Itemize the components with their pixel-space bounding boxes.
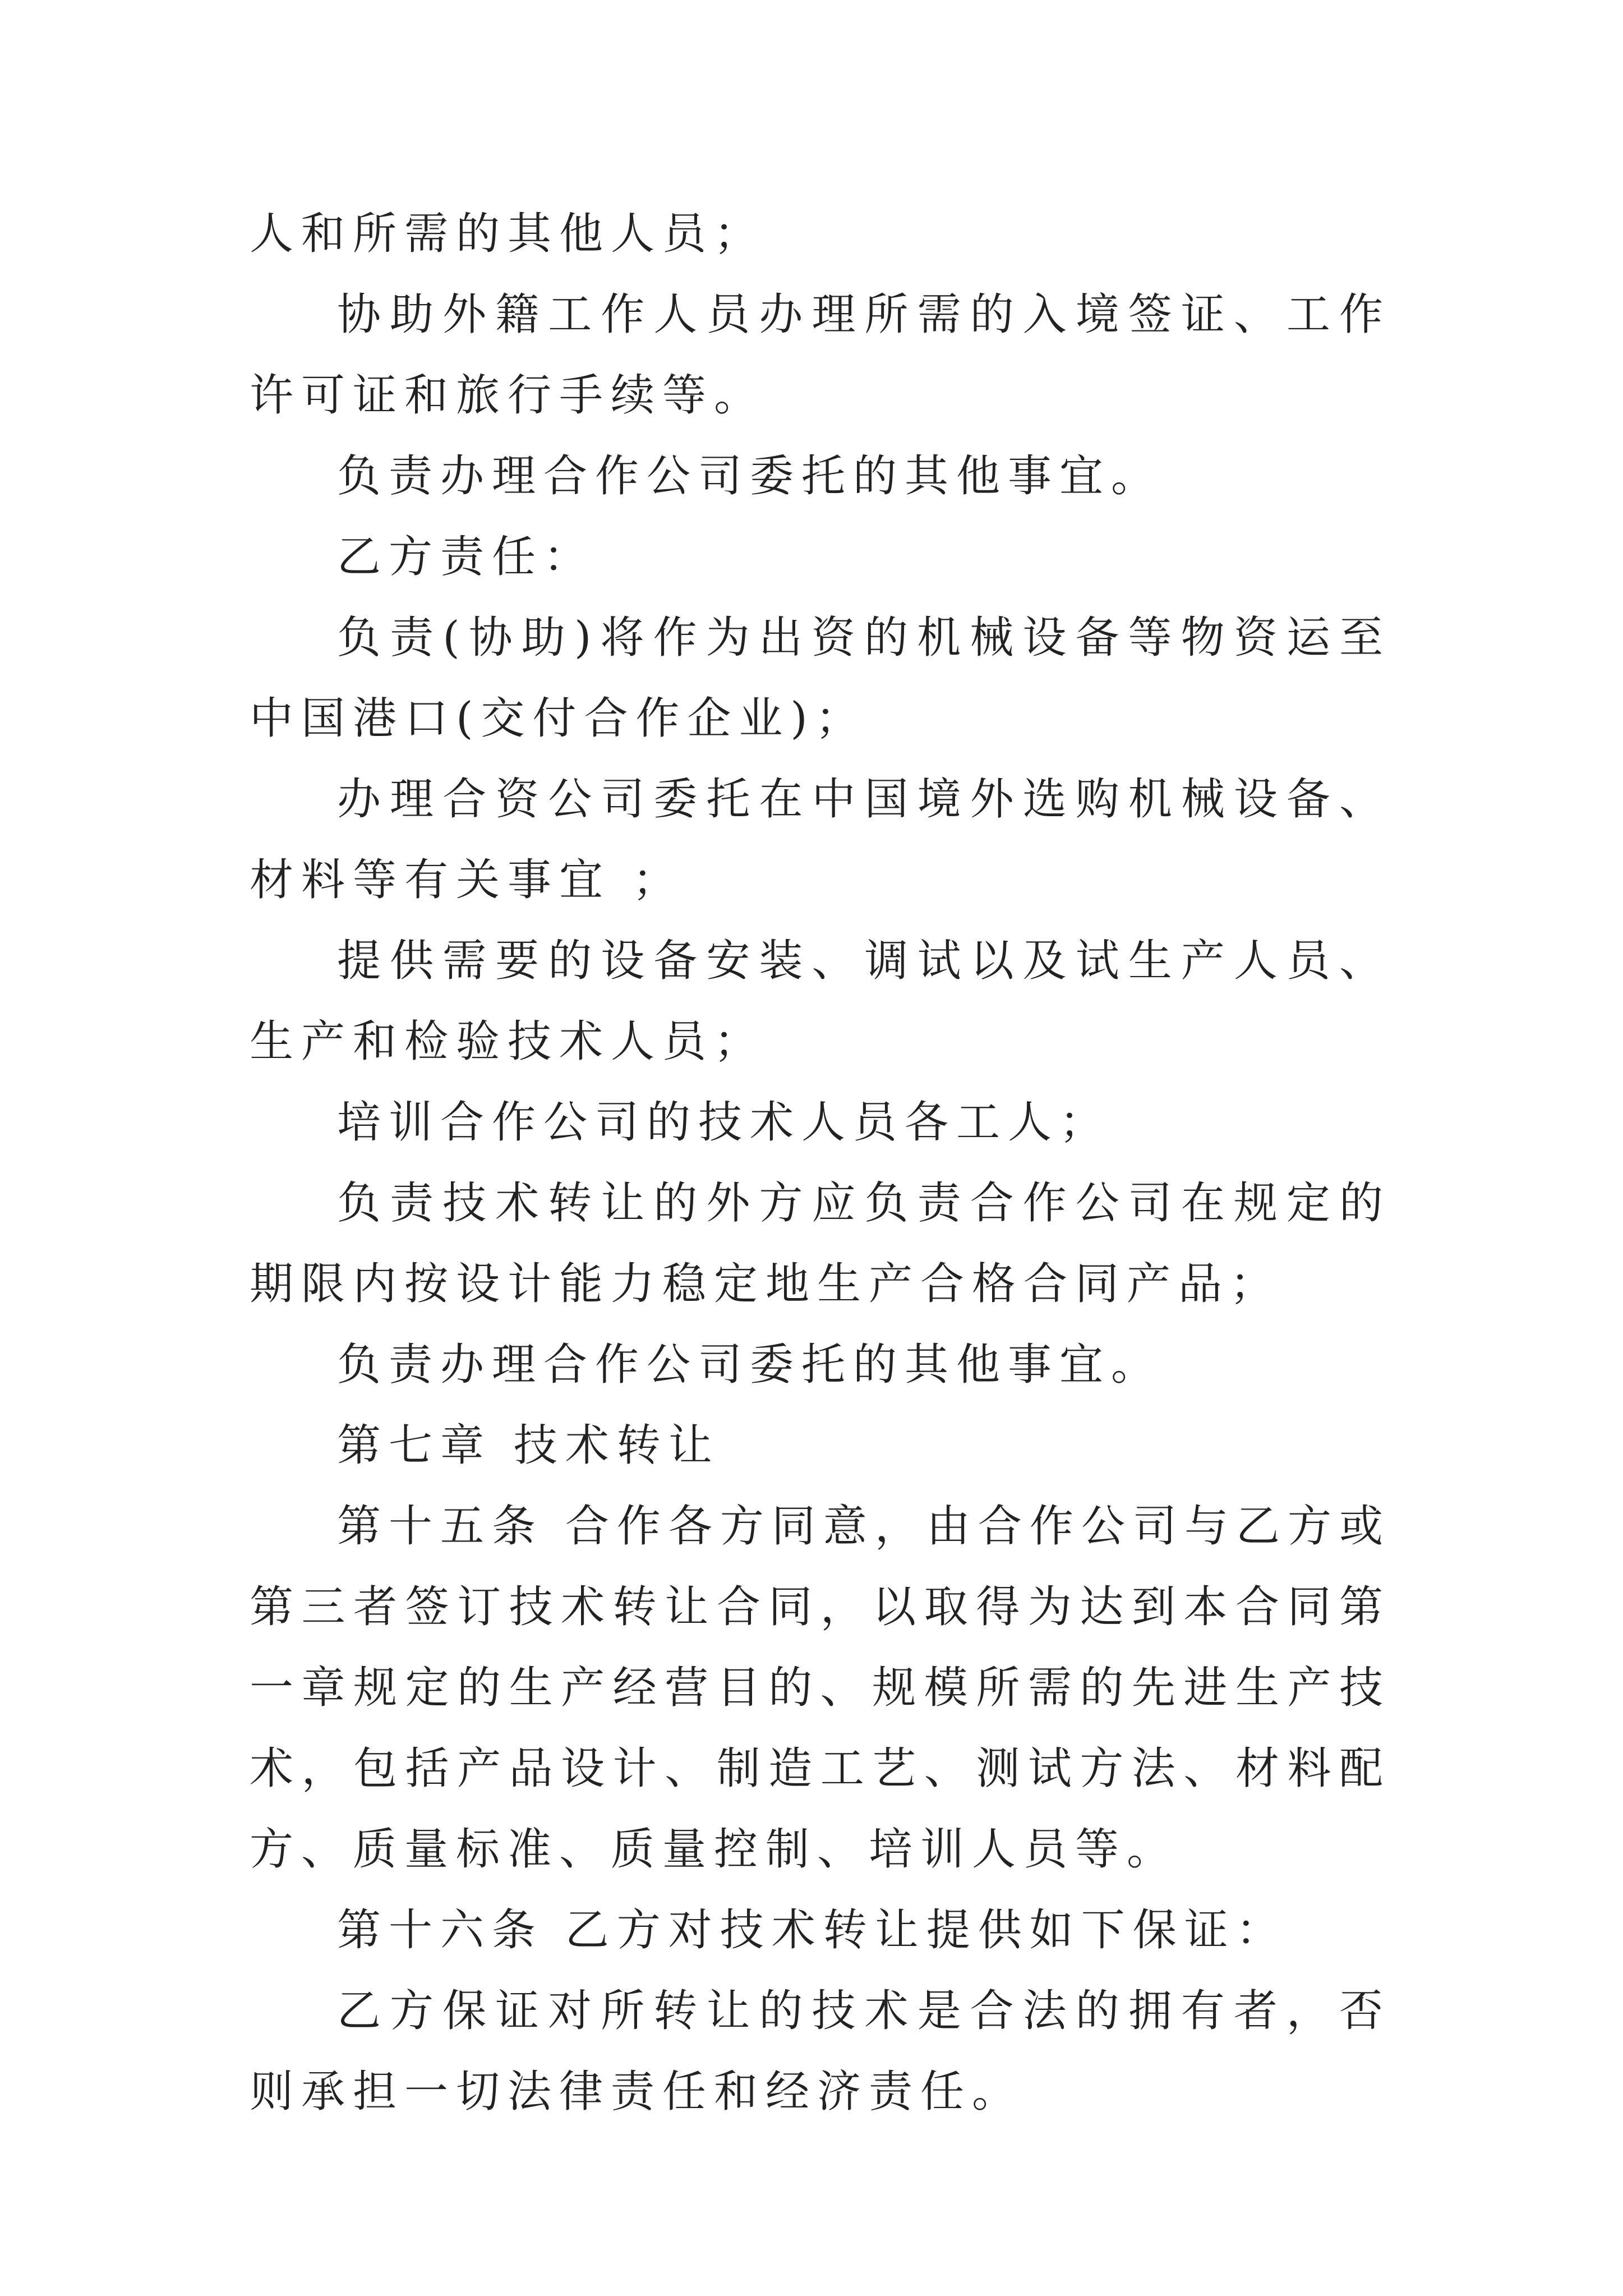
- article-16: 第十六条 乙方对技术转让提供如下保证：: [337, 1905, 1288, 1955]
- chapter-heading: 第七章 技术转让: [337, 1420, 720, 1471]
- paragraph-10: 负责办理合作公司委托的其他事宜。: [337, 1340, 1163, 1390]
- paragraph-7: 提供需要的设备安装、调试以及试生产人员、生产和检验技术人员；: [250, 936, 1391, 1067]
- document-body: [250, 194, 1391, 2132]
- paragraph-14: 乙方保证对所转让的技术是合法的拥有者，否则承担一切法律责任和经济责任。: [250, 1986, 1391, 2117]
- paragraph-3: 负责办理合作公司委托的其他事宜。: [337, 451, 1163, 501]
- paragraph-9: 负责技术转让的外方应负责合作公司在规定的期限内按设计能力稳定地生产合格合同产品；: [250, 1178, 1391, 1309]
- article-15: 第十五条 合作各方同意，由合作公司与乙方或第三者签订技术转让合同，以取得为达到本合同第一章规定的生产经营目的、规模所需的先进生产技术，包括产品设计、制造工艺、测试方法、材料配方、质量标准、质量控制、培训人员等。: [250, 1501, 1391, 1875]
- paragraph-2: 协助外籍工作人员办理所需的入境签证、工作许可证和旅行手续等。: [250, 289, 1391, 421]
- paragraph-8: 培训合作公司的技术人员各工人；: [337, 1097, 1112, 1148]
- paragraph-5: 负责(协助)将作为出资的机械设备等物资运至中国港口(交付合作企业)；: [250, 613, 1391, 744]
- paragraph-4: 乙方责任：: [337, 532, 596, 582]
- paragraph-6: 办理合资公司委托在中国境外选购机械设备、材料等有关事宜 ；: [250, 774, 1391, 905]
- paragraph-1: 人和所需的其他人员；: [250, 209, 766, 259]
